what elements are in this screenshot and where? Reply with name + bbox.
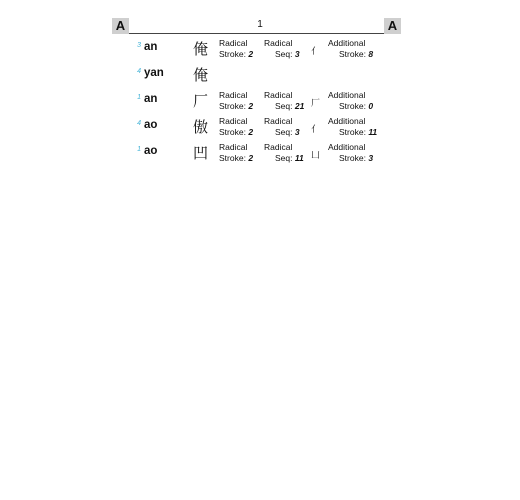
stroke-label: Stroke:	[339, 127, 366, 137]
radical-seq-block	[264, 90, 304, 112]
seq-label: Seq:	[275, 153, 293, 163]
radical-seq-value: 3	[294, 49, 300, 59]
radical-glyph: 亻	[311, 47, 321, 57]
additional-stroke-value: 3	[368, 153, 374, 163]
radical-stroke-value: 2	[248, 127, 254, 137]
hanzi-character: 凹	[193, 144, 209, 162]
radical-label: Radical	[264, 142, 293, 152]
radical-seq-block	[264, 38, 300, 60]
additional-stroke-block	[328, 90, 373, 112]
radical-glyph: 凵	[311, 151, 321, 161]
radical-stroke-value: 2	[248, 153, 254, 163]
dictionary-entry	[0, 38, 520, 64]
additional-stroke-block	[328, 116, 377, 138]
additional-label: Additional	[328, 116, 366, 126]
radical-label: Radical	[219, 90, 248, 100]
stroke-label: Stroke:	[219, 101, 246, 111]
radical-label: Radical	[219, 142, 248, 152]
stroke-label: Stroke:	[219, 153, 246, 163]
radical-seq-value: 11	[294, 153, 304, 163]
hanzi-character: 傲	[193, 118, 209, 136]
radical-label: Radical	[219, 116, 248, 126]
radical-seq-value: 21	[294, 101, 305, 111]
page-number: 1	[257, 19, 263, 30]
radical-stroke-block	[219, 142, 253, 164]
radical-label: Radical	[219, 38, 248, 48]
radical-stroke-value: 2	[248, 101, 254, 111]
radical-stroke-value: 2	[248, 49, 254, 59]
hanzi-character: 俺	[193, 66, 209, 84]
hanzi-character: 俺	[193, 40, 209, 58]
radical-glyph: 亻	[311, 125, 321, 135]
radical-seq-block	[264, 116, 300, 138]
additional-label: Additional	[328, 38, 366, 48]
seq-label: Seq:	[275, 127, 293, 137]
tone-number: 1	[137, 146, 141, 153]
additional-stroke-block	[328, 38, 373, 60]
pinyin: ao	[144, 119, 158, 131]
additional-label: Additional	[328, 90, 366, 100]
stroke-label: Stroke:	[339, 101, 366, 111]
dictionary-entry	[0, 90, 520, 116]
dictionary-entry	[0, 116, 520, 142]
tone-number: 1	[137, 94, 141, 101]
radical-seq-block	[264, 142, 304, 164]
seq-label: Seq:	[275, 101, 293, 111]
stroke-label: Stroke:	[219, 127, 246, 137]
radical-label: Radical	[264, 38, 293, 48]
tone-number: 4	[137, 120, 141, 127]
seq-label: Seq:	[275, 49, 293, 59]
stroke-label: Stroke:	[339, 153, 366, 163]
section-letter-right: A	[384, 18, 401, 34]
hanzi-character: 厂	[193, 92, 209, 110]
additional-stroke-value: 11	[368, 127, 378, 137]
dictionary-entry	[0, 142, 520, 168]
additional-stroke-block	[328, 142, 373, 164]
stroke-label: Stroke:	[219, 49, 246, 59]
additional-stroke-value: 0	[368, 101, 374, 111]
radical-stroke-block	[219, 38, 253, 60]
pinyin: an	[144, 41, 158, 53]
radical-stroke-block	[219, 116, 253, 138]
radical-seq-value: 3	[294, 127, 300, 137]
radical-glyph: 厂	[311, 99, 321, 109]
radical-label: Radical	[264, 116, 293, 126]
pinyin: yan	[144, 67, 164, 79]
tone-number: 4	[137, 68, 141, 75]
pinyin: an	[144, 93, 158, 105]
tone-number: 3	[137, 42, 141, 49]
section-letter-left: A	[112, 18, 129, 34]
radical-label: Radical	[264, 90, 293, 100]
header-rule	[129, 33, 384, 34]
radical-stroke-block	[219, 90, 253, 112]
additional-stroke-value: 8	[368, 49, 374, 59]
stroke-label: Stroke:	[339, 49, 366, 59]
pinyin: ao	[144, 145, 158, 157]
dictionary-entry	[0, 64, 520, 90]
additional-label: Additional	[328, 142, 366, 152]
